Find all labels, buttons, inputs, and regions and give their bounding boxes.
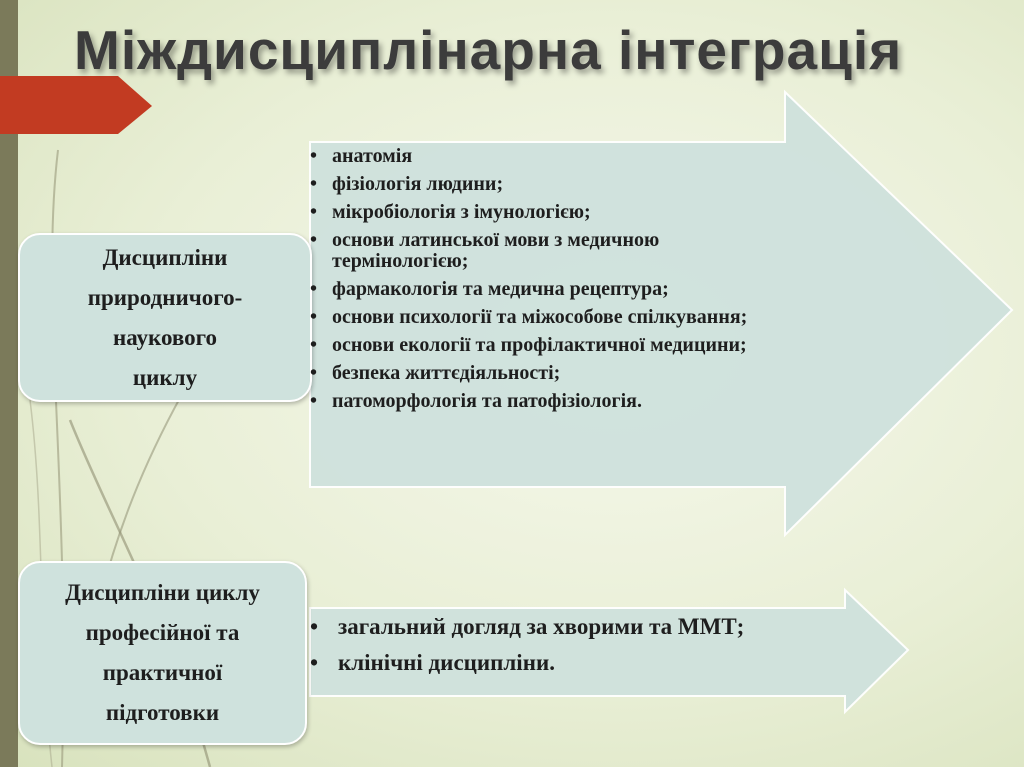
- bullet-icon: •: [310, 334, 318, 356]
- list-item-text: клінічні дисципліни.: [338, 650, 555, 675]
- list-item-text: основи латинської мови з медичною термінологією;: [332, 229, 660, 272]
- list-item-text: фізіологія людини;: [332, 173, 504, 195]
- box1-line: природничого-: [87, 284, 243, 310]
- bullet-icon: •: [310, 306, 318, 328]
- list-item: [308, 230, 778, 272]
- bullet-icon: •: [310, 650, 319, 675]
- list-item-text: анатомія: [332, 145, 413, 167]
- list-item: [308, 650, 868, 676]
- list-item: [308, 202, 778, 223]
- list-item-text: основи екології та профілактичної медицини;: [332, 334, 747, 356]
- natural-science-subject-list: [308, 146, 778, 419]
- slide-title: Міждисциплінарна інтеграція: [74, 19, 903, 81]
- list-item: [308, 363, 778, 384]
- box2-line: Дисципліни циклу: [65, 580, 260, 605]
- list-item: [308, 307, 778, 328]
- box1-line: циклу: [132, 364, 198, 390]
- bullet-icon: •: [310, 145, 318, 167]
- professional-disciplines-box: [18, 561, 307, 745]
- box1-line: Дисципліни: [102, 244, 228, 270]
- list-item-text: основи психології та міжособове спілкування;: [332, 306, 748, 328]
- list-item-text: фармакологія та медична рецептура;: [332, 278, 669, 300]
- bullet-icon: •: [310, 362, 318, 384]
- list-item-text: мікробіологія з імунологією;: [332, 201, 591, 223]
- list-item: [308, 279, 778, 300]
- bullet-icon: •: [310, 390, 318, 412]
- box2-line: практичної: [102, 660, 223, 685]
- list-item: [308, 146, 778, 167]
- bullet-icon: •: [310, 278, 318, 300]
- box1-line: наукового: [112, 324, 218, 350]
- list-item: [308, 174, 778, 195]
- box2-line: професійної та: [85, 620, 240, 645]
- bullet-icon: •: [310, 614, 319, 639]
- list-item-text: безпека життєдіяльності;: [332, 362, 561, 384]
- professional-subject-list: [308, 614, 868, 686]
- bullet-icon: •: [310, 229, 318, 251]
- list-item: [308, 335, 778, 356]
- bullet-icon: •: [310, 173, 318, 195]
- box2-line: підготовки: [105, 700, 220, 725]
- list-item: [308, 614, 868, 640]
- list-item-text: патоморфологія та патофізіологія.: [332, 390, 642, 412]
- list-item: [308, 391, 778, 412]
- bullet-icon: •: [310, 201, 318, 223]
- list-item-text: загальний догляд за хворими та ММТ;: [338, 614, 745, 639]
- natural-science-disciplines-box: [18, 233, 312, 402]
